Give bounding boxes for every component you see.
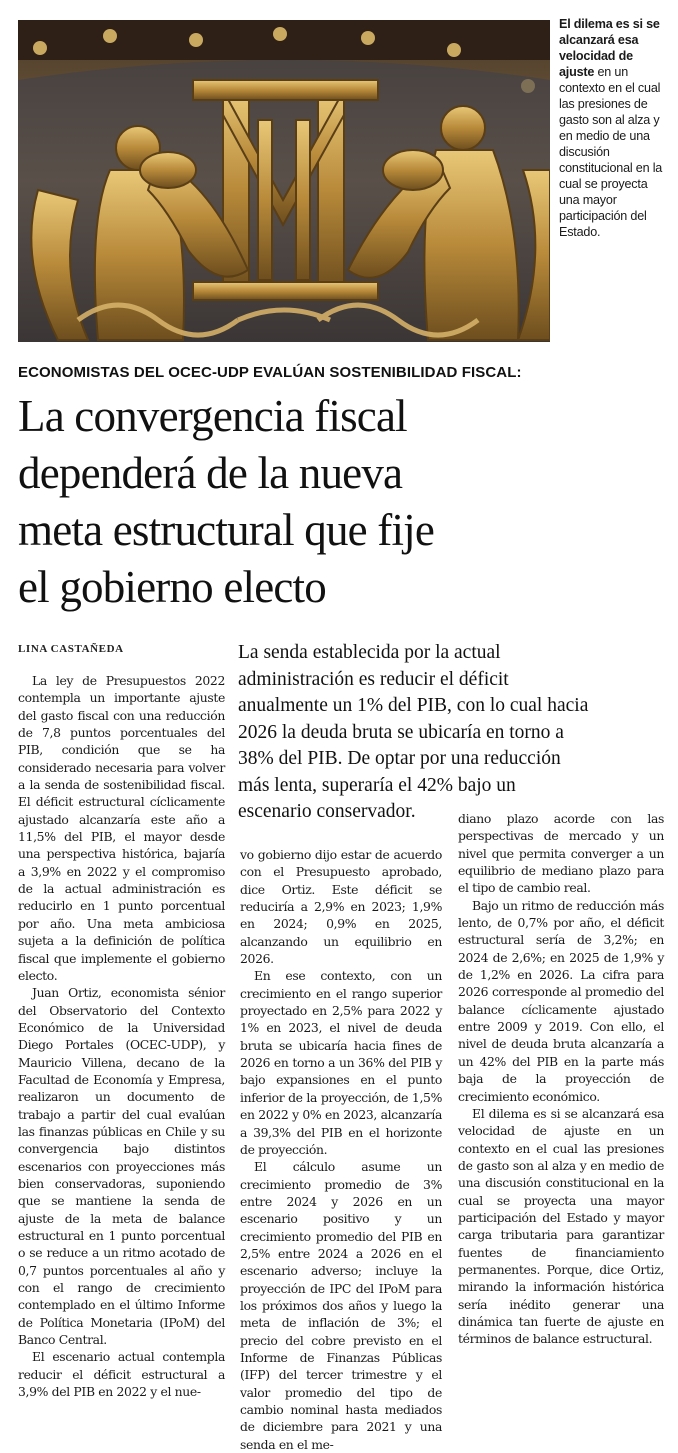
body-column-3 xyxy=(458,810,664,1348)
body-column-1 xyxy=(18,672,225,1400)
lead-line: escenario conservador. xyxy=(238,801,416,822)
lead-line: más lenta, superaría el 42% bajo un xyxy=(238,774,516,796)
body-paragraph: En ese contexto, con un crecimiento en el rango superior proyectado en 2,5% para 2022 y 1% en 2023, el nivel de deuda bruta se ubicaría hacia fines de 2026 en torno a un 36% del PIB y bajo expansiones en el punto inferior de la proyección, de 1,5% en 2022 y 0% en 2023, alcanzaría a 39,3% del PIB en el horizonte de proyección. xyxy=(240,968,442,1157)
body-paragraph: La ley de Presupuestos 2022 contempla un importante ajuste del gasto fiscal con una reducción de 7,8 puntos porcentuales del PIB, condición que se ha considerado necesaria para volver a la senda de sostenibilidad fiscal. El déficit estructural cíclicamente ajustado alcanzaría este año a 11,5% del PIB, el mayor desde una perspectiva histórica, bajaría a 3,9% en 2022 y el compromiso de la actual administración es reducirlo en 1 punto porcentual por año. Una meta ambiciosa sujeta a la definición de política fiscal que implemente el gobierno electo. xyxy=(18,673,225,983)
photo-caption xyxy=(559,16,671,240)
body-paragraph: Juan Ortiz, economista sénior del Observatorio del Contexto Económico de la Universidad Diego Portales (OCEC-UDP), y Mauricio Villena, decano de la Facultad de Economía y Empresa, realizaron un documento de trabajo a partir del cual evalúan las finanzas públicas en Chile y su convergencia bajo distintos escenarios con proyecciones más bien conservadoras, suponiendo que se mantiene la senda de ajuste de la meta de balance estructural en 1 punto porcentual o se reduce a un ritmo acotado de 0,7 puntos porcentuales al año y con el rango de crecimiento contemplado en el último Informe de Política Monetaria (IPoM) del Banco Central. xyxy=(18,985,225,1348)
body-paragraph: Bajo un ritmo de reducción más lento, de 0,7% por año, el déficit estructural sería de 3,2%; en 2024 de 2,6%; en 2025 de 1,9% y de 1,2% en 2026. La cifra para 2026 corresponde al promedio del balance cíclicamente ajustado entre 2009 y 2019. Con ello, el nivel de deuda bruta alcanzaría a un 42% del PIB en la parte más baja de la proyección de crecimiento económico. xyxy=(458,897,664,1104)
headline-line: La convergencia fiscal xyxy=(18,391,407,441)
lead-line: La senda establecida por la actual xyxy=(238,642,501,663)
building-facade-ornament-icon xyxy=(18,20,550,342)
lead-line: administración es reducir el déficit xyxy=(238,668,509,690)
headline-line: el gobierno electo xyxy=(18,562,326,612)
headline-line: meta estructural que fije xyxy=(18,505,435,555)
body-paragraph: El escenario actual contempla reducir el déficit estructural a 3,9% del PIB en 2022 y el nue- xyxy=(18,1349,225,1400)
article-photo xyxy=(18,20,550,342)
body-paragraph: vo gobierno dijo estar de acuerdo con el Presupuesto aprobado, dice Ortiz. Este déficit se reduciría a 2,9% en 2023; 1,9% en 2024; 0,9% en 2025, alcanzando un equilibrio en 2026. xyxy=(240,847,442,967)
body-paragraph: diano plazo acorde con las perspectivas de mercado y un nivel que permita converger a un equilibrio de mediano plazo para el tipo de cambio real. xyxy=(458,811,664,896)
article-headline xyxy=(18,388,668,616)
lead-line: 2026 la deuda bruta se ubicaría en torno a xyxy=(238,721,564,743)
caption-text: en un contexto en el cual las presiones de gasto son al alza y en medio de una discusión constitucional en la cual se proyecta una mayor participación del Estado. xyxy=(559,65,663,239)
body-paragraph: El dilema es si se alcanzará esa velocidad de ajuste en un contexto en el cual las presiones de gasto son al alza y en medio de una discusión constitucional en la cual se proyecta una mayor participación del Estado y mayor carga tributaria para garantizar fuentes de financiamiento permanentes. Porque, dice Ortiz, mirando la información histórica sería inédito generar una dinámica tan fuerte de ajuste en términos de balance estructural. xyxy=(458,1105,664,1347)
caption-bold-lead: El dilema es si se alcanzará esa velocidad de ajuste xyxy=(559,17,660,79)
author-byline: LINA CASTAÑEDA xyxy=(18,643,124,655)
article-kicker: ECONOMISTAS DEL OCEC-UDP EVALÚAN SOSTENIBILIDAD FISCAL: xyxy=(18,364,522,381)
body-column-2 xyxy=(240,846,442,1453)
body-paragraph: El cálculo asume un crecimiento promedio de 3% entre 2024 y 2026 en un escenario positivo y un crecimiento promedio del PIB en 2,5% entre 2024 a 2026 en el escenario adverso; incluye la proyección de IPC del IPoM para los próximos dos años y luego la meta de inflación de 3%; el precio del cobre previsto en el Informe de Finanzas Públicas (IFP) del tercer trimestre y el valor promedio del tipo de cambio nominal hasta mediados de diciembre para 2021 y una senda en el me- xyxy=(240,1159,442,1452)
lead-line: anualmente un 1% del PIB, con lo cual hacia xyxy=(238,695,589,716)
headline-line: dependerá de la nueva xyxy=(18,448,403,498)
lead-line: 38% del PIB. De optar por una reducción xyxy=(238,748,561,769)
article-lead xyxy=(238,640,668,826)
